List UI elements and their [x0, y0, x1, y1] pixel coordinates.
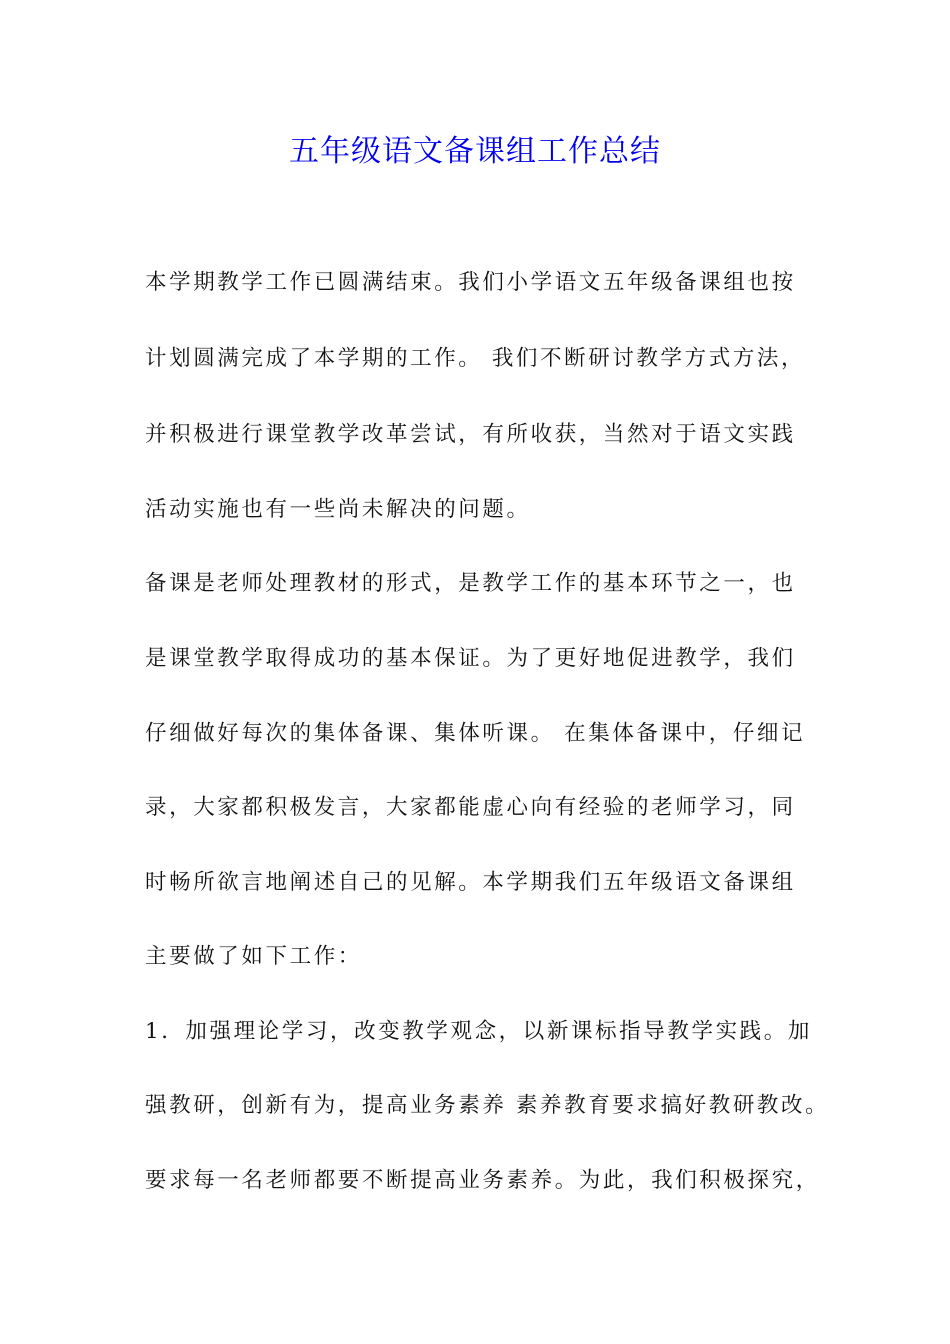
- body-line: 1．加强理论学习，改变教学观念，以新课标指导教学实践。加: [145, 1019, 812, 1044]
- body-line: 强教研，创新有为，提高业务素养 素养教育要求搞好教研教改。: [145, 1093, 830, 1118]
- body-line: 仔细做好每次的集体备课、集体听课。 在集体备课中，仔细记: [145, 721, 806, 746]
- body-line: 录，大家都积极发言，大家都能虚心向有经验的老师学习，同: [145, 795, 796, 820]
- body-line: 并积极进行课堂教学改革尝试，有所收获，当然对于语文实践: [145, 422, 796, 447]
- body-line: 活动实施也有一些尚未解决的问题。: [145, 497, 531, 522]
- document-title: 五年级语文备课组工作总结: [289, 134, 661, 169]
- body-line: 时畅所欲言地阐述自己的见解。本学期我们五年级语文备课组: [145, 870, 796, 895]
- body-line: 计划圆满完成了本学期的工作。 我们不断研讨教学方式方法，: [145, 346, 806, 371]
- body-line: 主要做了如下工作：: [145, 944, 362, 969]
- body-line: 备课是老师处理教材的形式，是教学工作的基本环节之一，也: [145, 571, 796, 596]
- body-line: 是课堂教学取得成功的基本保证。为了更好地促进教学，我们: [145, 646, 796, 671]
- body-line: 要求每一名老师都要不断提高业务素养。为此，我们积极探究，: [145, 1168, 820, 1193]
- body-line: 本学期教学工作已圆满结束。我们小学语文五年级备课组也按: [145, 270, 796, 295]
